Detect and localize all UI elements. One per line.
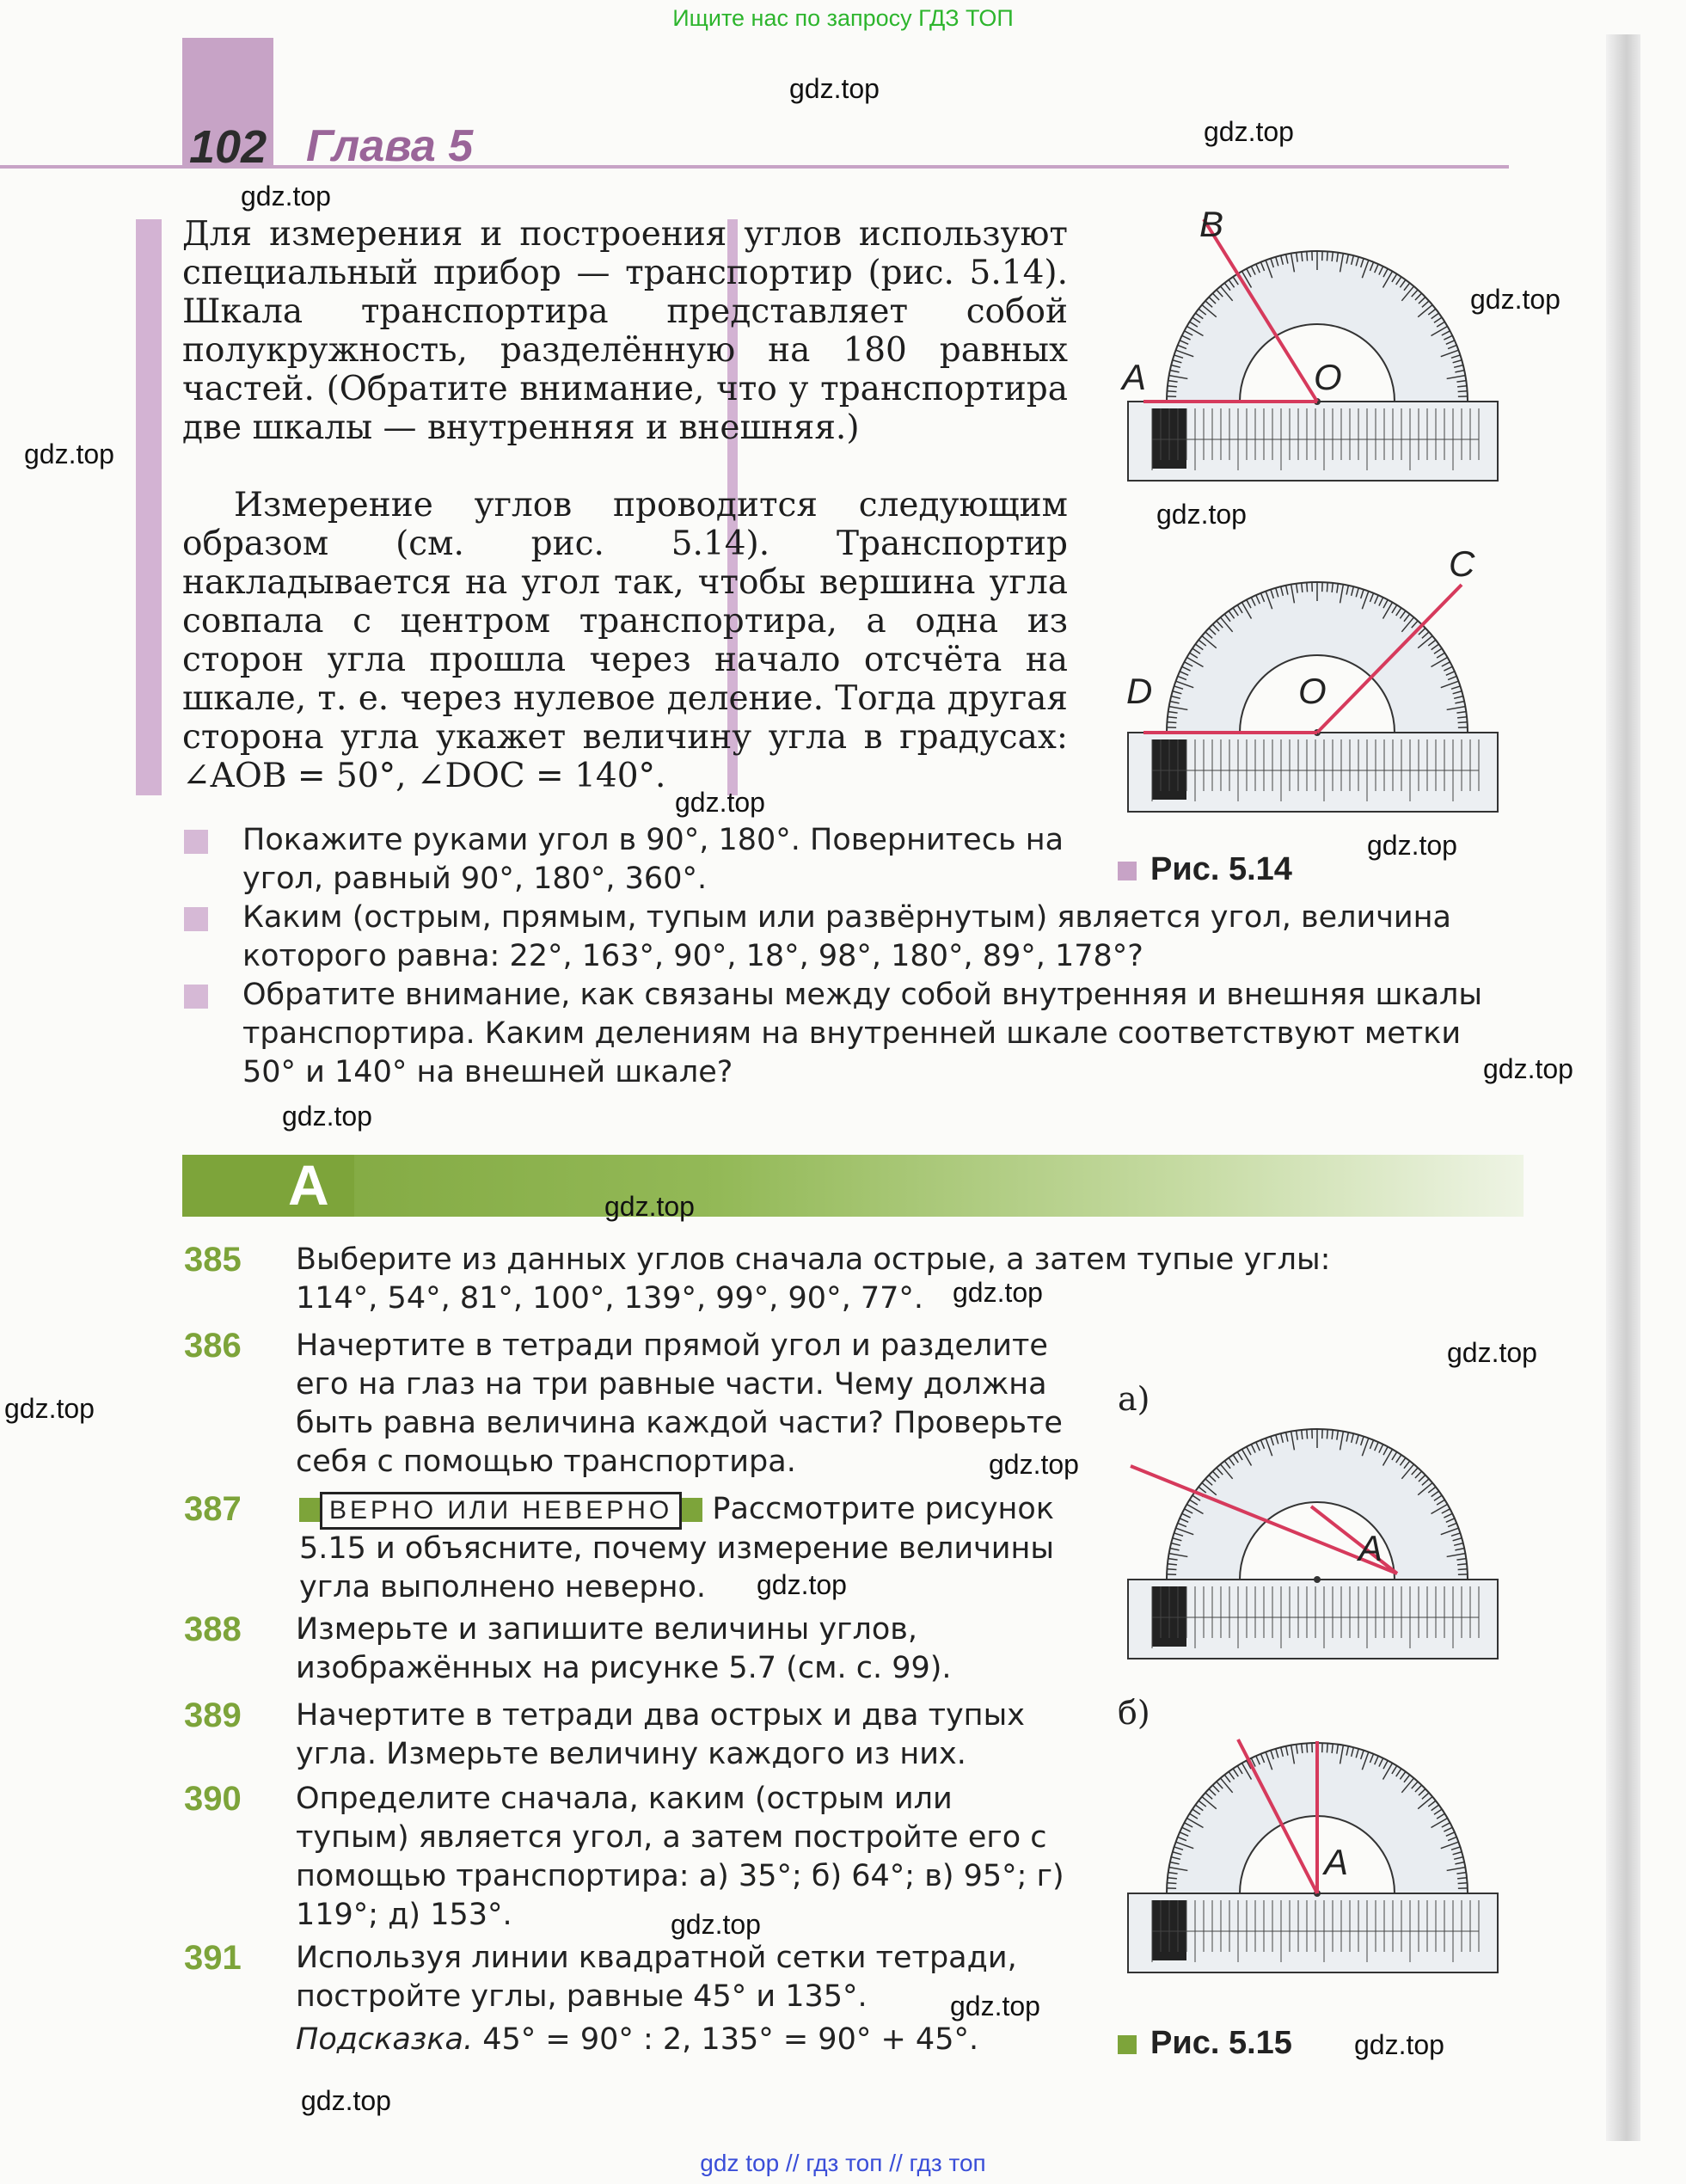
question-1: Покажите руками угол в 90°, 180°. Повернитесь на угол, равный 90°, 180°, 360°.: [242, 823, 1064, 896]
true-false-badge: ВЕРНО ИЛИ НЕВЕРНО: [320, 1492, 682, 1530]
exercise-number: 385: [184, 1241, 242, 1279]
protractor: [1128, 1429, 1498, 1659]
question-bullet: [184, 985, 208, 1009]
degree-tick: [1167, 391, 1176, 392]
protractor-figure-5-15-b: [1118, 1724, 1513, 1982]
degree-tick: [1167, 1883, 1176, 1884]
chapter-title: Глава 5: [306, 121, 474, 171]
degree-tick: [1307, 582, 1308, 592]
watermark: gdz.top: [1204, 116, 1294, 147]
theory-paragraph-2: Измерение углов проводится следующим образом (см. рис. 5.14). Транспортир накладывается на угол так, чтобы вершина угла совпала с центром транспортира, а одна из сторон угла прошла через начало отсчёта на шкале, т. е. через нулевое деление. Тогда другая сторона угла укажет величину угла в градусах: ∠AOB = 50°, ∠DOC = 140°.: [182, 486, 1068, 795]
degree-tick: [1458, 1569, 1468, 1570]
exercise-385: Выберите из данных углов сначала острые, а затем тупые углы: 114°, 54°, 81°, 100°, 139°, 99°, 90°, 77°.: [296, 1242, 1331, 1316]
watermark: gdz.top: [1367, 830, 1457, 861]
degree-tick: [1458, 722, 1468, 723]
watermark: gdz.top: [241, 181, 331, 212]
watermark: gdz.top: [757, 1569, 847, 1600]
label-d: D: [1126, 671, 1153, 711]
label-b: B: [1199, 204, 1224, 244]
badge-square-icon: [299, 1498, 320, 1522]
protractor-figure-5-14-top: [1118, 202, 1513, 486]
subfigure-b-label: б): [1118, 1694, 1150, 1732]
watermark: gdz.top: [675, 787, 765, 818]
degree-tick: [1167, 1569, 1176, 1570]
page-number: 102: [189, 121, 267, 173]
watermark: gdz.top: [950, 1991, 1040, 2021]
watermark: gdz.top: [24, 439, 114, 469]
degree-tick: [1167, 722, 1176, 723]
exercise-number: 387: [184, 1490, 242, 1528]
watermark: gdz.top: [301, 2085, 391, 2116]
label-o: O: [1298, 671, 1327, 711]
degree-tick: [1458, 1883, 1468, 1884]
exercise-number: 388: [184, 1610, 242, 1648]
section-band: [182, 1155, 1524, 1217]
exercise-389: Начертите в тетради два острых и два тупых угла. Измерьте величину каждого из них.: [296, 1698, 1025, 1771]
theory-paragraph-1: Для измерения и построения углов используют специальный прибор — транспортир (рис. 5.14). Шкала транспортира представляет собой полукружность, разделённую на 180 равных частей. (Обратите внимание, что у транспортира две шкалы — внутренняя и внешняя.): [182, 215, 1068, 447]
protractor-center: [1314, 1576, 1321, 1583]
watermark: gdz.top: [1447, 1337, 1537, 1368]
hint-label: Подсказка.: [296, 2022, 474, 2057]
watermark: gdz.top: [604, 1191, 695, 1222]
exercise-391: Используя линии квадратной сетки тетради, постройте углы, равные 45° и 135°.: [296, 1941, 1017, 2014]
badge-square-icon: [682, 1498, 702, 1522]
exercise-number: 391: [184, 1939, 242, 1977]
caption-square-icon: [1118, 862, 1137, 880]
exercise-390: Определите сначала, каким (острым или тупым) является угол, а затем постройте его с помощью транспортира: а) 35°; б) 64°; в) 95°; г) 119°; д) 153°.: [296, 1782, 1064, 1932]
degree-tick: [1458, 391, 1468, 392]
degree-tick: [1307, 251, 1308, 261]
degree-tick: [1307, 1429, 1308, 1439]
watermark: gdz.top: [1483, 1053, 1573, 1084]
hint-text: 45° = 90° : 2, 135° = 90° + 45°.: [473, 2022, 979, 2057]
protractor-figure-5-14-bottom: [1118, 533, 1513, 817]
watermark: gdz.top: [989, 1449, 1079, 1480]
figure-5-14-caption: [1118, 851, 1292, 888]
exercise-387-text-2: 5.15 и объясните, почему измерение величины угла выполнено неверно.: [299, 1531, 1055, 1604]
exercise-387-text-1: Рассмотрите рисунок: [712, 1492, 1054, 1526]
exercise-number: 390: [184, 1780, 242, 1818]
watermark: gdz.top: [789, 73, 880, 104]
exercise-number: 386: [184, 1327, 242, 1365]
section-letter: A: [288, 1153, 329, 1217]
watermark: gdz.top: [1354, 2029, 1444, 2060]
bottom-banner[interactable]: gdz top // гдз топ // гдз топ: [700, 2150, 986, 2176]
exercise-386: Начертите в тетради прямой угол и разделите его на глаз на три равные части. Чему должна быть равна величина каждой части? Проверьте себя с помощью транспортира.: [296, 1328, 1063, 1479]
figure-5-15-caption-text: Рис. 5.15: [1150, 2025, 1292, 2061]
exercise-388: Измерьте и запишите величины углов, изображённых на рисунке 5.7 (см. с. 99).: [296, 1612, 952, 1685]
question-bullet: [184, 907, 208, 931]
protractor: [1128, 251, 1498, 481]
protractor: [1128, 1743, 1498, 1972]
page-edge-shadow: [1606, 34, 1640, 2141]
watermark: gdz.top: [671, 1909, 761, 1940]
caption-square-icon: [1118, 2035, 1137, 2054]
theory-side-bar: [136, 219, 162, 795]
question-3: Обратите внимание, как связаны между собой внутренняя и внешняя шкалы транспортира. Каким делениям на внутренней шкале соответствуют метки 50° и 140° на внешней шкале?: [242, 978, 1483, 1089]
figure-5-15-caption: [1118, 2025, 1292, 2062]
label-a: A: [1324, 1842, 1349, 1882]
label-o: O: [1314, 357, 1342, 397]
exercise-387: [299, 1490, 1073, 1607]
degree-tick: [1307, 1743, 1308, 1752]
watermark: gdz.top: [953, 1277, 1043, 1308]
exercise-number: 389: [184, 1696, 242, 1734]
exercise-391-hint: [296, 2021, 1070, 2059]
question-2: Каким (острым, прямым, тупым или развёрнутым) является угол, величина которого равна: 22°, 163°, 90°, 18°, 98°, 180°, 89°, 178°?: [242, 900, 1451, 973]
watermark: gdz.top: [1156, 499, 1247, 530]
label-a: A: [1122, 357, 1147, 397]
watermark: gdz.top: [4, 1393, 95, 1424]
question-bullet: [184, 830, 208, 854]
label-c: C: [1449, 543, 1475, 584]
figure-5-14-caption-text: Рис. 5.14: [1150, 851, 1292, 887]
top-banner[interactable]: Ищите нас по запросу ГДЗ ТОП: [672, 5, 1014, 31]
subfigure-a-label: а): [1118, 1380, 1150, 1418]
label-a: A: [1358, 1528, 1383, 1568]
watermark: gdz.top: [1470, 284, 1560, 315]
watermark: gdz.top: [282, 1101, 372, 1132]
protractor-figure-5-15-a: [1118, 1410, 1513, 1668]
